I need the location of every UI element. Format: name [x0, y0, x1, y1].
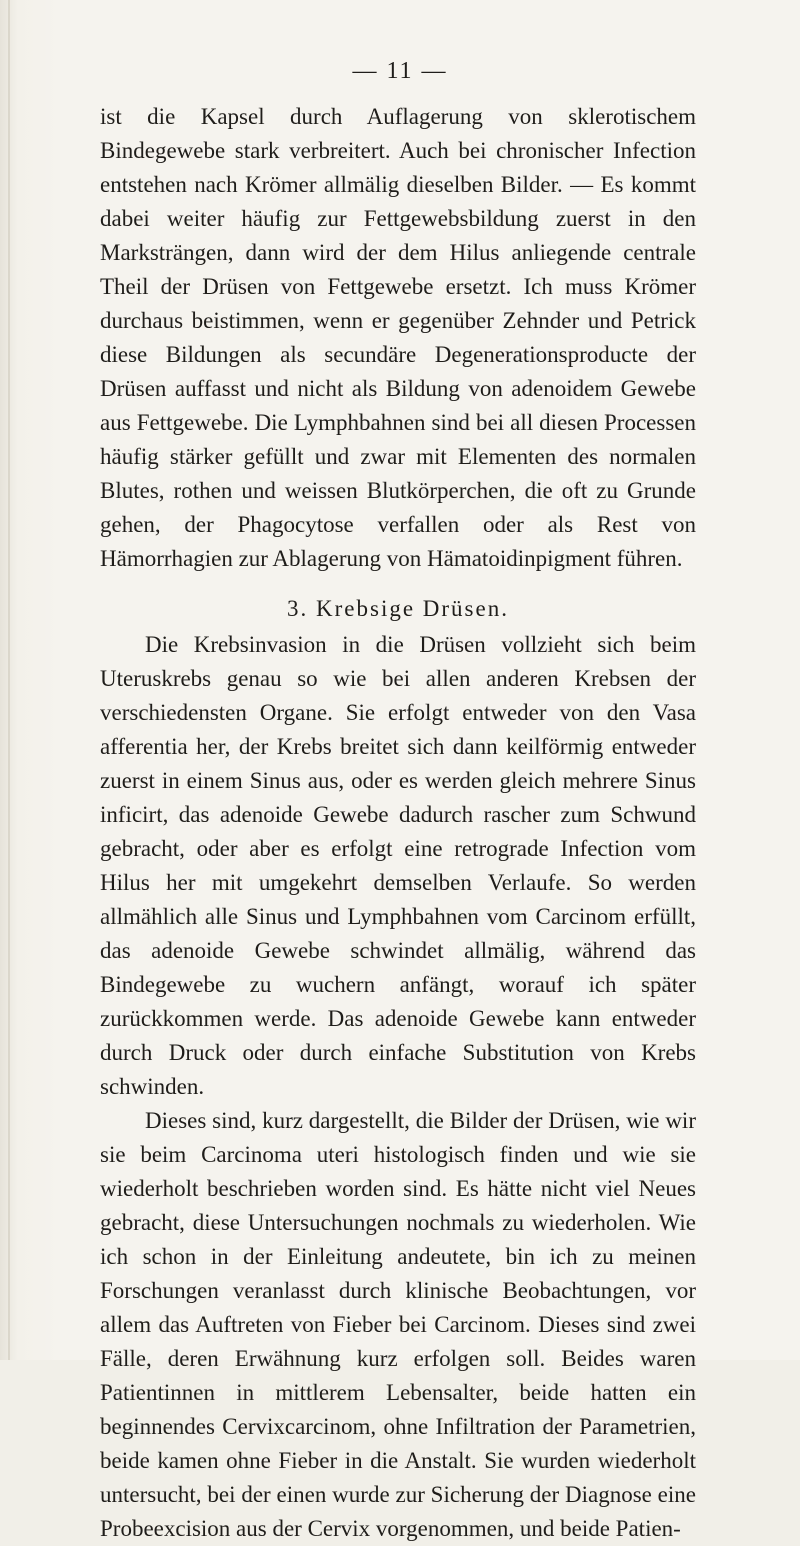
paragraph-2: Die Krebsinvasion in die Drüsen vollzieht sich beim Uteruskrebs genau so wie bei allen anderen Krebsen der verschiedensten Organe. Sie erfolgt entweder von den Vasa afferentia her, der Krebs breitet sich dann keilförmig entweder zuerst in einem Sinus aus, oder es werden gleich mehrere Sinus inficirt, das adenoide Gewebe dadurch rascher zum Schwund gebracht, oder aber es erfolgt eine retrograde Infection vom Hilus her mit umgekehrt demselben Verlaufe. So werden allmählich alle Sinus und Lymphbahnen vom Carcinom erfüllt, das adenoide Gewebe schwindet allmälig, während das Bindegewebe zu wuchern anfängt, worauf ich später zurückkommen werde. Das adenoide Gewebe kann entweder durch Druck oder durch einfache Substitution von Krebs schwinden. [100, 632, 696, 1099]
page-number-header: — 11 — [352, 58, 448, 84]
page-body-text [100, 100, 696, 1546]
paragraph-1: ist die Kapsel durch Auflagerung von sklerotischem Bindegewebe stark verbreitert. Auch bei chronischer Infection entstehen nach Krömer allmälig dieselben Bilder. — Es kommt dabei weiter häufig zur Fettgewebsbildung zuerst in den Marksträngen, dann wird der dem Hilus anliegende centrale Theil der Drüsen von Fettgewebe ersetzt. Ich muss Krömer durchaus beistimmen, wenn er gegenüber Zehnder und Petrick diese Bildungen als secundäre Degenerationsproducte der Drüsen auffasst und nicht als Bildung von adenoidem Gewebe aus Fettgewebe. Die Lymphbahnen sind bei all diesen Processen häufig stärker gefüllt und zwar mit Elementen des normalen Blutes, rothen und weissen Blutkörperchen, die oft zu Grunde gehen, der Phagocytose verfallen oder als Rest von Hämorrhagien zur Ablagerung von Hämatoidinpigment führen. [100, 104, 696, 571]
paragraph-3: Dieses sind, kurz dargestellt, die Bilder der Drüsen, wie wir sie beim Carcinoma uteri histologisch finden und wie sie wiederholt beschrieben worden sind. Es hätte nicht viel Neues gebracht, diese Untersuchungen nochmals zu wiederholen. Wie ich schon in der Einleitung andeutete, bin ich zu meinen Forschungen veranlasst durch klinische Beobachtungen, vor allem das Auftreten von Fieber bei Carcinom. Dieses sind zwei Fälle, deren Erwähnung kurz erfolgen soll. Beides waren Patientinnen in mittlerem Lebensalter, beide hatten ein beginnendes Cervixcarcinom, ohne Infiltration der Parametrien, beide kamen ohne Fieber in die Anstalt. Sie wurden wiederholt untersucht, bei der einen wurde zur Sicherung der Diagnose eine Probeexcision aus der Cervix vorgenommen, und beide Patien- [100, 1108, 696, 1541]
page-edge-shadow [8, 0, 10, 1360]
section-heading: 3. Krebsige Drüsen. [287, 596, 509, 621]
